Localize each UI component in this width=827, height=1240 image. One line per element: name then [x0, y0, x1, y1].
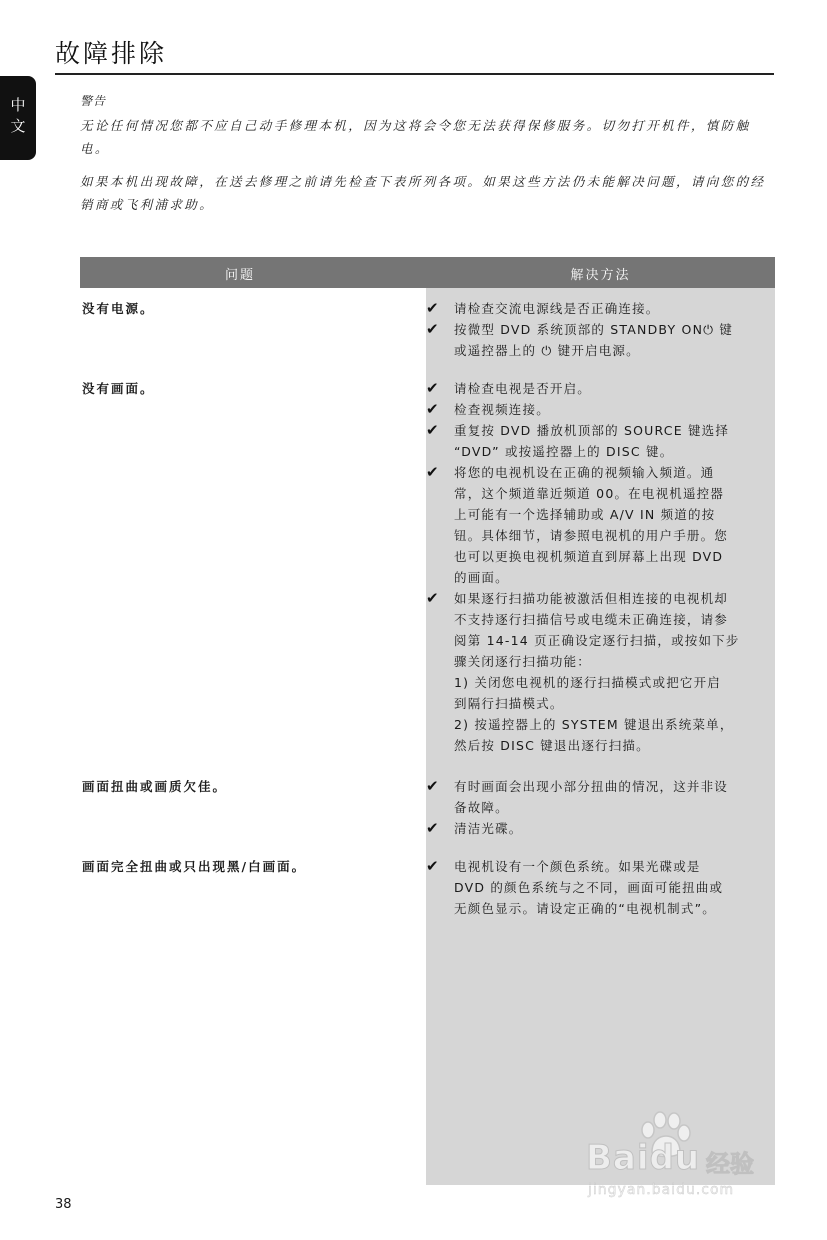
solution-line: 钮。具体细节，请参照电视机的用户手册。您 — [454, 528, 729, 543]
solution-line: 骤关闭逐行扫描功能： — [454, 654, 592, 669]
solution-text — [454, 776, 772, 818]
problem-text: 没有画面。 — [82, 381, 155, 396]
solution-line: “DVD” 或按遥控器上的 DISC 键。 — [454, 444, 674, 459]
solution-line: 常，这个频道靠近频道 00。在电视机遥控器 — [454, 486, 725, 501]
checkmark-icon: ✔ — [426, 857, 439, 875]
checkmark-icon: ✔ — [426, 819, 439, 837]
solution-line: 清洁光碟。 — [454, 821, 523, 836]
checkmark-icon: ✔ — [426, 299, 439, 317]
solution-text — [454, 588, 772, 756]
solution-item — [426, 856, 772, 919]
solution-line: 如果逐行扫描功能被激活但相连接的电视机却 — [454, 591, 729, 606]
checkmark-icon: ✔ — [426, 400, 439, 418]
solution-item — [426, 776, 772, 818]
solution-line: 阅第 14-14 页正确设定逐行扫描，或按如下步 — [454, 633, 740, 648]
solution-text — [454, 420, 772, 462]
watermark-product: 经验 — [706, 1150, 754, 1178]
solution-item — [426, 378, 772, 399]
table-header — [80, 257, 775, 288]
page-title: 故障排除 — [55, 39, 168, 68]
solution-line: 到隔行扫描模式。 — [454, 696, 564, 711]
warning-title: 警告 — [80, 94, 107, 108]
checkmark-icon: ✔ — [426, 589, 439, 607]
solution-item — [426, 818, 772, 839]
solution-item — [426, 462, 772, 588]
solution-line: 不支持逐行扫描信号或电缆未正确连接，请参 — [454, 612, 729, 627]
solution-line: DVD 的颜色系统与之不同，画面可能扭曲或 — [454, 880, 724, 895]
problem-text: 画面扭曲或画质欠佳。 — [82, 779, 228, 794]
solution-text — [454, 399, 772, 420]
solution-text — [454, 818, 772, 839]
solution-item — [426, 298, 772, 319]
language-tab — [0, 76, 36, 160]
solution-line: 请检查交流电源线是否正确连接。 — [454, 301, 660, 316]
solution-item — [426, 420, 772, 462]
solution-line: 1) 关闭您电视机的逐行扫描模式或把它开启 — [454, 675, 722, 690]
solution-item — [426, 588, 772, 756]
title-divider — [55, 73, 774, 75]
intro-section — [80, 92, 774, 216]
warning-text: 无论任何情况您都不应自己动手修理本机，因为这将会令您无法获得保修服务。切勿打开机件，慎防触电。 — [80, 118, 751, 156]
solution-line: 也可以更换电视机频道直到屏幕上出现 DVD — [454, 549, 724, 564]
problem-text: 画面完全扭曲或只出现黑/白画面。 — [82, 859, 307, 874]
solution-line: 检查视频连接。 — [454, 402, 550, 417]
solution-line: 然后按 DISC 键退出逐行扫描。 — [454, 738, 650, 753]
language-tab-label: 中文 — [8, 97, 27, 139]
page-number: 38 — [55, 1197, 72, 1212]
solution-list — [426, 298, 772, 361]
solution-text — [454, 378, 772, 399]
solution-line: 有时画面会出现小部分扭曲的情况，这并非设 — [454, 779, 729, 794]
solution-text — [454, 319, 772, 361]
solution-line: 2) 按遥控器上的 SYSTEM 键退出系统菜单， — [454, 717, 734, 732]
checkmark-icon: ✔ — [426, 320, 439, 338]
header-problem: 问题 — [224, 268, 255, 283]
checkmark-icon: ✔ — [426, 379, 439, 397]
header-solution: 解决方法 — [570, 268, 631, 283]
solution-line: 电视机设有一个颜色系统。如果光碟或是 — [454, 859, 701, 874]
solution-line: 备故障。 — [454, 800, 509, 815]
checkmark-icon: ✔ — [426, 777, 439, 795]
solution-list — [426, 856, 772, 919]
watermark-brand-du: du — [649, 1138, 701, 1178]
solution-line: 按微型 DVD 系统顶部的 STANDBY ON⏻ 键 — [454, 322, 734, 337]
watermark-brand: Baidu — [586, 1138, 701, 1178]
solution-line: 无颜色显示。请设定正确的“电视机制式”。 — [454, 901, 716, 916]
solution-line: 请检查电视是否开启。 — [454, 381, 592, 396]
checkmark-icon: ✔ — [426, 421, 439, 439]
solution-item — [426, 319, 772, 361]
solution-line: 上可能有一个选择辅助或 A/V IN 频道的按 — [454, 507, 716, 522]
solution-list — [426, 378, 772, 756]
solution-item — [426, 399, 772, 420]
watermark-url: jingyan.baidu.com — [588, 1182, 735, 1198]
checkmark-icon: ✔ — [426, 463, 439, 481]
problem-text: 没有电源。 — [82, 301, 155, 316]
solution-line: 重复按 DVD 播放机顶部的 SOURCE 键选择 — [454, 423, 730, 438]
solution-text — [454, 856, 772, 919]
solution-line: 将您的电视机设在正确的视频输入频道。通 — [454, 465, 715, 480]
advice-text: 如果本机出现故障，在送去修理之前请先检查下表所列各项。如果这些方法仍未能解决问题，请向您的经销商或飞利浦求助。 — [80, 174, 766, 212]
baidu-watermark — [582, 1110, 778, 1202]
solution-text — [454, 298, 772, 319]
solution-line: 或遥控器上的 ⏻ 键开启电源。 — [454, 343, 640, 358]
solution-line: 的画面。 — [454, 570, 509, 585]
solution-list — [426, 776, 772, 839]
solution-text — [454, 462, 772, 588]
